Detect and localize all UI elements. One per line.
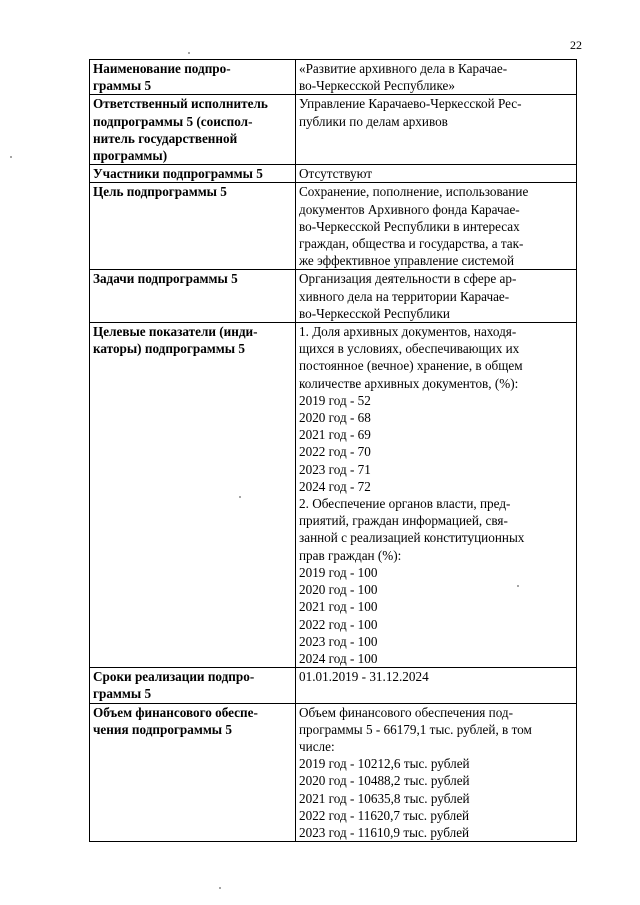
row-label-line: Сроки реализации подпро-: [93, 669, 255, 685]
row-value-line: 2021 год - 100: [299, 599, 378, 615]
row-value-line: прав граждан (%):: [299, 547, 402, 563]
row-value-line: 2023 год - 11610,9 тыс. рублей: [299, 824, 470, 840]
row-value-line: приятий, граждан информацией, свя-: [299, 513, 508, 529]
row-label-cell: [90, 703, 296, 842]
row-value-line: публики по делам архивов: [299, 113, 448, 129]
row-label-cell: [90, 60, 296, 95]
scan-speck: [219, 887, 221, 889]
row-value-line: 2020 год - 100: [299, 582, 378, 598]
table-row: [90, 668, 577, 703]
row-value-line: программы 5 - 66179,1 тыс. рублей, в том: [299, 721, 532, 737]
subprogram-passport-table: [89, 59, 577, 842]
scan-speck: [517, 585, 519, 587]
row-value-line: документов Архивного фонда Карачае-: [299, 201, 520, 217]
row-label-cell: [90, 270, 296, 323]
row-label-line: граммы 5: [93, 686, 152, 702]
row-value-line: количестве архивных документов, (%):: [299, 375, 519, 391]
row-value-line: хивного дела на территории Карачае-: [299, 288, 510, 304]
row-label-cell: [90, 183, 296, 270]
page-number: 22: [570, 38, 582, 52]
row-label-line: Задачи подпрограммы 5: [93, 271, 238, 287]
row-value-line: Организация деятельности в сфере ар-: [299, 271, 517, 287]
row-value-line: 2023 год - 100: [299, 633, 378, 649]
row-value-line: 2024 год - 100: [299, 650, 378, 666]
row-label-cell: [90, 95, 296, 165]
scan-speck: [10, 156, 12, 158]
row-value-line: 2023 год - 71: [299, 461, 371, 477]
row-label-line: нитель государственной: [93, 130, 238, 146]
row-label-cell: [90, 165, 296, 183]
row-value-line: во-Черкесской Республике»: [299, 78, 456, 94]
row-label-line: программы): [93, 148, 168, 164]
row-value-line: граждан, общества и государства, а так-: [299, 236, 524, 252]
row-value-line: 2. Обеспечение органов власти, пред-: [299, 496, 511, 512]
row-label-line: Целевые показатели (инди-: [93, 324, 258, 340]
row-value-line: Отсутствуют: [299, 166, 373, 182]
row-label-line: подпрограммы 5 (соиспол-: [93, 113, 253, 129]
row-label-line: Объем финансового обеспе-: [93, 704, 258, 720]
row-value-cell: [296, 270, 577, 323]
row-value-line: 2020 год - 68: [299, 410, 371, 426]
row-value-line: 2024 год - 72: [299, 478, 371, 494]
scan-speck: [188, 52, 190, 54]
row-value-cell: [296, 183, 577, 270]
row-label-line: каторы) подпрограммы 5: [93, 341, 245, 357]
row-value-line: Сохранение, пополнение, использование: [299, 184, 529, 200]
row-value-line: числе:: [299, 738, 335, 754]
row-value-line: 2021 год - 69: [299, 427, 371, 443]
row-value-cell: [296, 323, 577, 668]
row-label-line: Цель подпрограммы 5: [93, 184, 227, 200]
row-value-line: 1. Доля архивных документов, находя-: [299, 324, 517, 340]
row-value-line: «Развитие архивного дела в Карачае-: [299, 61, 508, 76]
table-row: [90, 165, 577, 183]
row-label-line: граммы 5: [93, 78, 152, 94]
row-label-line: Ответственный исполнитель: [93, 96, 268, 112]
row-value-line: 2020 год - 10488,2 тыс. рублей: [299, 773, 470, 789]
row-label-line: Наименование подпро-: [93, 61, 231, 76]
row-value-cell: [296, 95, 577, 165]
row-value-line: щихся в условиях, обеспечивающих их: [299, 341, 520, 357]
row-value-line: занной с реализацией конституционных: [299, 530, 525, 546]
table-row: [90, 323, 577, 668]
row-value-line: 2022 год - 11620,7 тыс. рублей: [299, 807, 470, 823]
row-value-line: во-Черкесской Республики в интересах: [299, 218, 520, 234]
table-row: [90, 60, 577, 95]
row-value-line: 2021 год - 10635,8 тыс. рублей: [299, 790, 470, 806]
row-value-line: постоянное (вечное) хранение, в общем: [299, 358, 523, 374]
table-row: [90, 95, 577, 165]
row-label-cell: [90, 323, 296, 668]
row-value-line: же эффективное управление системой: [299, 253, 515, 269]
table-row: [90, 703, 577, 842]
row-value-cell: [296, 668, 577, 703]
row-label-line: чения подпрограммы 5: [93, 721, 232, 737]
table-row: [90, 270, 577, 323]
row-value-line: Объем финансового обеспечения под-: [299, 704, 514, 720]
row-value-line: 2019 год - 10212,6 тыс. рублей: [299, 756, 470, 772]
row-value-cell: [296, 60, 577, 95]
row-value-line: 2019 год - 52: [299, 392, 371, 408]
row-value-line: 01.01.2019 - 31.12.2024: [299, 669, 429, 685]
scan-speck: [239, 496, 241, 498]
row-value-line: во-Черкесской Республики: [299, 305, 450, 321]
row-value-line: 2022 год - 70: [299, 444, 371, 460]
row-value-line: 2022 год - 100: [299, 616, 378, 632]
row-value-line: 2019 год - 100: [299, 564, 378, 580]
row-value-cell: [296, 703, 577, 842]
table-row: [90, 183, 577, 270]
row-label-cell: [90, 668, 296, 703]
row-label-line: Участники подпрограммы 5: [93, 166, 263, 182]
row-value-line: Управление Карачаево-Черкесской Рес-: [299, 96, 522, 112]
row-value-cell: [296, 165, 577, 183]
